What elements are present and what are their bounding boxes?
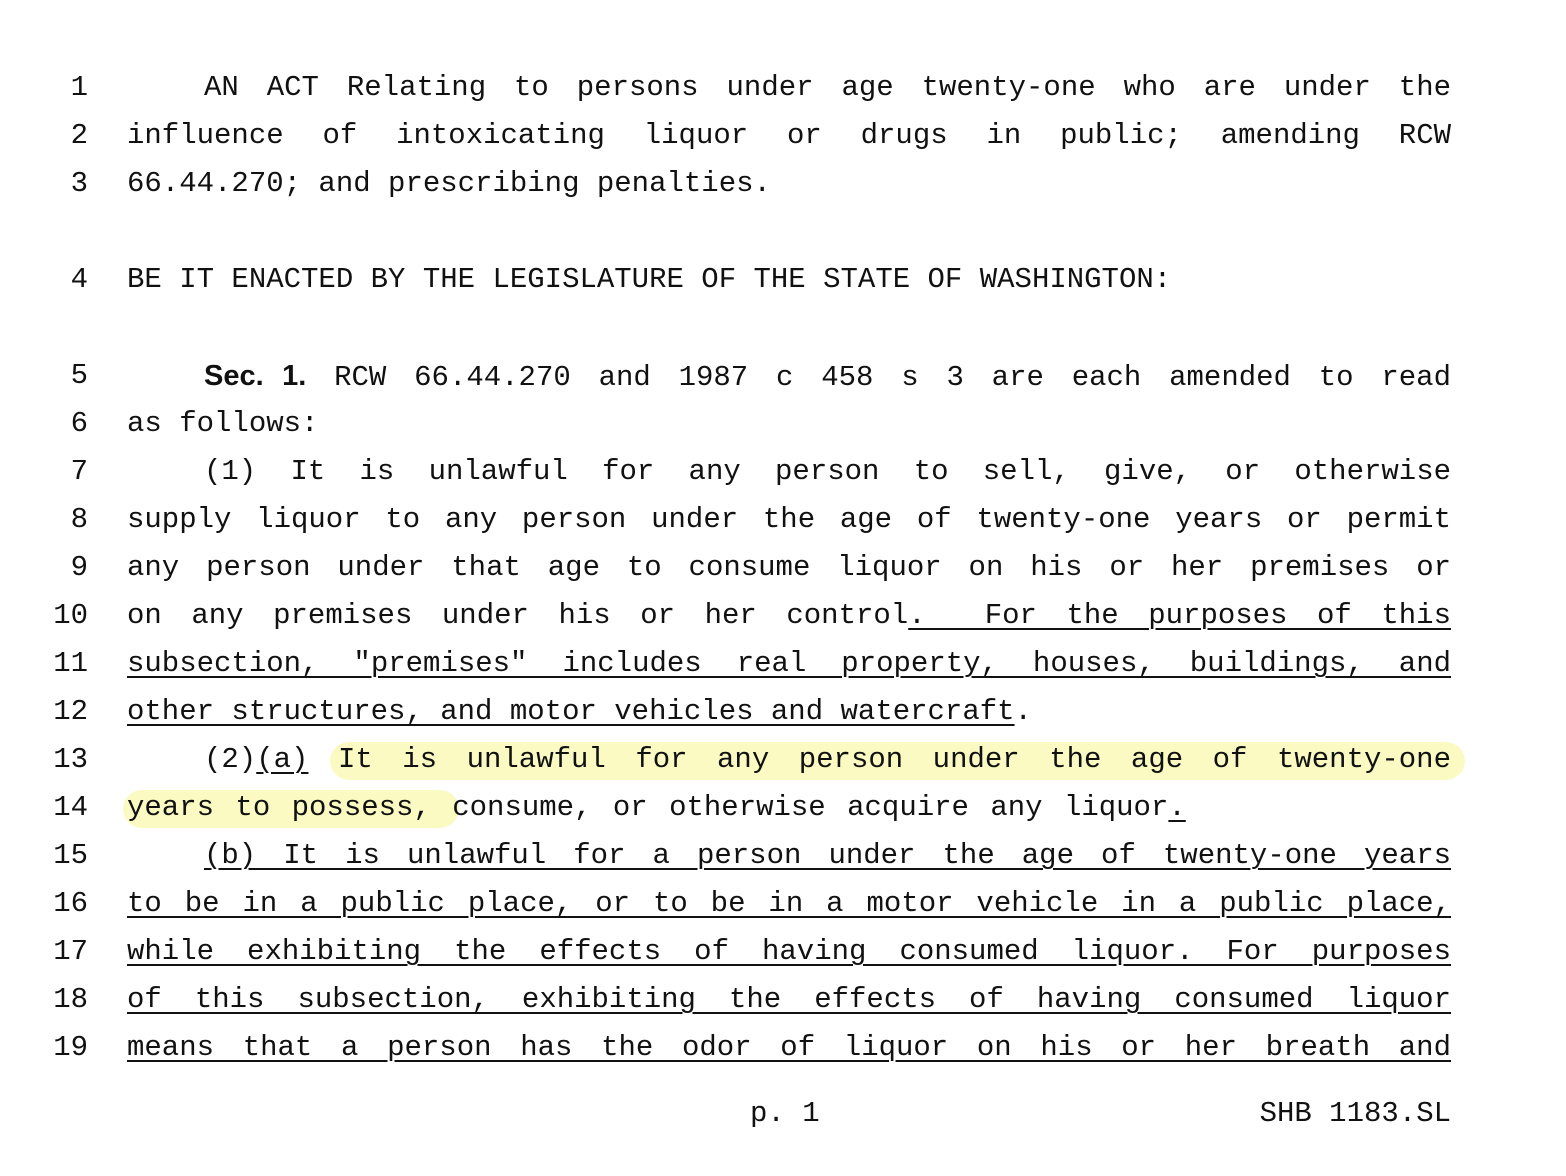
line-number: 12 [53, 695, 88, 728]
line-7 [0, 448, 1566, 496]
line-text [127, 592, 1451, 640]
bill-number: SHB 1183.SL [1259, 1097, 1451, 1130]
line-text-plain: It is unlawful for any person under the age of twenty-one [308, 743, 1451, 776]
enacting-clause: BE IT ENACTED BY THE LEGISLATURE OF THE STATE OF WASHINGTON: [127, 263, 1172, 296]
line-18 [0, 976, 1566, 1024]
inserted-text: to be in a public place, or to be in a motor vehicle in a public place, [127, 887, 1451, 920]
line-text: AN ACT Relating to persons under age twenty-one who are under the [204, 71, 1451, 104]
line-number: 7 [70, 455, 88, 488]
line-number: 16 [53, 887, 88, 920]
line-8 [0, 496, 1566, 544]
line-number: 13 [53, 743, 88, 776]
line-1 [0, 64, 1566, 112]
line-number: 5 [70, 359, 88, 392]
line-17 [0, 928, 1566, 976]
line-5 [0, 352, 1566, 400]
line-text: (1) It is unlawful for any person to sell, give, or otherwise [204, 455, 1451, 488]
line-text: supply liquor to any person under the age of twenty-one years or permit [127, 503, 1451, 536]
inserted-text: (b) It is unlawful for a person under the age of twenty-one years [204, 839, 1451, 872]
inserted-text: means that a person has the odor of liquor on his or her breath and [127, 1031, 1451, 1064]
line-number: 4 [70, 263, 88, 296]
line-text [127, 688, 1451, 736]
line-16 [0, 880, 1566, 928]
line-text-plain: on any premises under his or her control [127, 599, 909, 632]
line-2 [0, 112, 1566, 160]
section-heading: Sec. 1. [204, 360, 307, 392]
line-number: 11 [53, 647, 88, 680]
line-12 [0, 688, 1566, 736]
line-text: any person under that age to consume liquor on his or her premises or [127, 551, 1451, 584]
line-number: 2 [70, 119, 88, 152]
inserted-text: . [1168, 791, 1186, 824]
line-number: 1 [70, 71, 88, 104]
inserted-text: . For the purposes of this [908, 599, 1451, 632]
line-6 [0, 400, 1566, 448]
line-text-rest: RCW 66.44.270 and 1987 c 458 s 3 are each amended to read [306, 361, 1451, 394]
line-number: 6 [70, 407, 88, 440]
inserted-text: other structures, and motor vehicles and watercraft [127, 695, 1015, 728]
line-text [204, 352, 1451, 402]
line-4 [0, 256, 1566, 304]
line-number: 3 [70, 167, 88, 200]
line-10 [0, 592, 1566, 640]
line-text: as follows: [127, 407, 319, 440]
line-number: 17 [53, 935, 88, 968]
line-text [127, 784, 1451, 832]
line-3 [0, 160, 1566, 208]
page-number: p. 1 [750, 1097, 820, 1130]
line-13 [0, 736, 1566, 784]
inserted-text: (a) [256, 743, 309, 776]
inserted-text: of this subsection, exhibiting the effects of having consumed liquor [127, 983, 1451, 1016]
line-19 [0, 1024, 1566, 1072]
line-number: 9 [70, 551, 88, 584]
line-15 [0, 832, 1566, 880]
line-text-plain: . [1014, 695, 1032, 728]
line-text: 66.44.270; and prescribing penalties. [127, 167, 771, 200]
line-9 [0, 544, 1566, 592]
line-text-plain: years to possess, consume, or otherwise acquire any liquor [127, 791, 1169, 824]
line-text: influence of intoxicating liquor or drugs in public; amending RCW [127, 119, 1451, 152]
inserted-text: subsection, "premises" includes real property, houses, buildings, and [127, 647, 1451, 680]
line-number: 18 [53, 983, 88, 1016]
inserted-text: while exhibiting the effects of having consumed liquor. For purposes [127, 935, 1451, 968]
subsection-number: (2) [204, 743, 257, 776]
line-number: 14 [53, 791, 88, 824]
line-text [204, 736, 1451, 784]
line-number: 10 [53, 599, 88, 632]
line-number: 19 [53, 1031, 88, 1064]
line-number: 8 [70, 503, 88, 536]
line-14 [0, 784, 1566, 832]
line-number: 15 [53, 839, 88, 872]
line-11 [0, 640, 1566, 688]
